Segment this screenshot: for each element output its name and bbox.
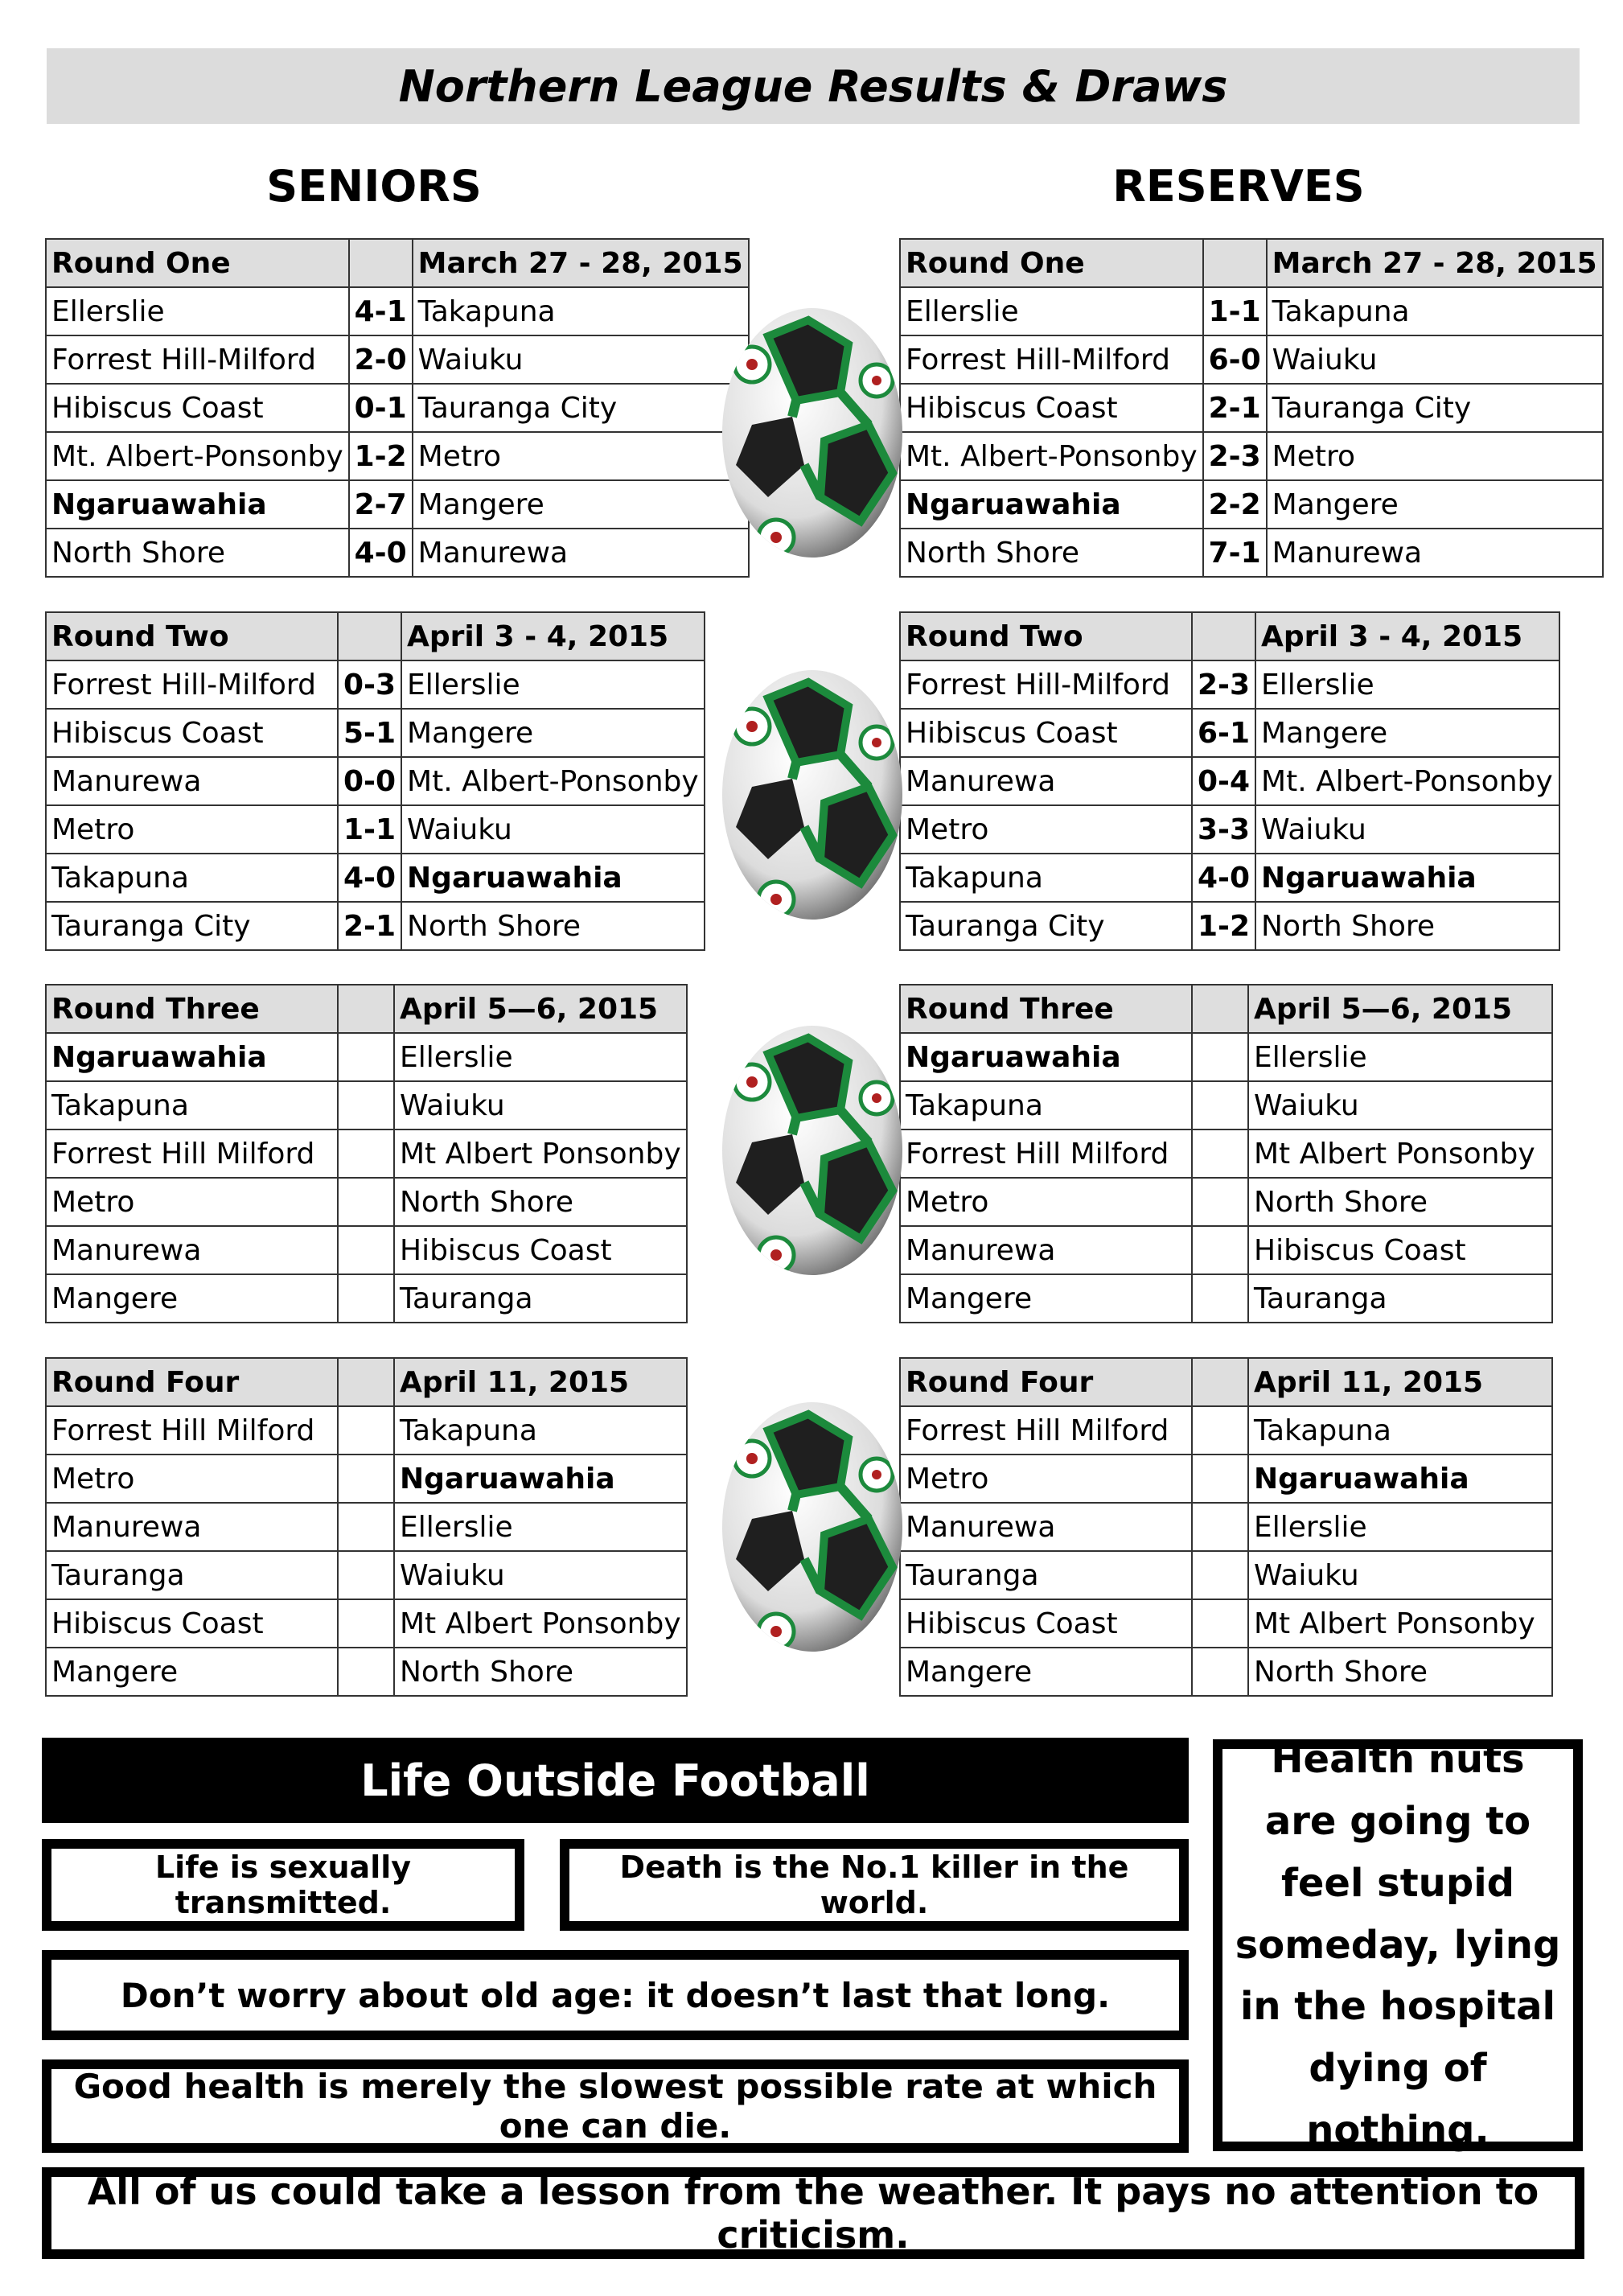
home-team: Tauranga City	[46, 902, 338, 950]
home-team: North Shore	[46, 529, 349, 577]
match-row	[46, 1274, 687, 1323]
home-team: Metro	[46, 805, 338, 854]
match-score: 4-1	[349, 287, 413, 335]
away-team: North Shore	[1248, 1648, 1552, 1696]
header-score-cell	[338, 612, 401, 660]
match-row	[900, 1599, 1552, 1648]
home-team: Manurewa	[900, 1503, 1192, 1551]
match-row	[46, 902, 705, 950]
home-team: Mt. Albert-Ponsonby	[46, 432, 349, 480]
match-score: 0-3	[338, 660, 401, 709]
home-team: Metro	[900, 805, 1192, 854]
soccer-ball-icon	[720, 304, 905, 562]
header-score-cell	[1192, 985, 1248, 1033]
away-team: Waiuku	[394, 1081, 687, 1129]
home-team: Ngaruawahia	[900, 1033, 1192, 1081]
match-row	[46, 335, 749, 384]
match-row	[46, 1551, 687, 1599]
home-team: North Shore	[900, 529, 1203, 577]
away-team: Ellerslie	[394, 1033, 687, 1081]
header-score-cell	[1192, 612, 1255, 660]
home-team: Hibiscus Coast	[900, 1599, 1192, 1648]
round-header-row	[46, 612, 705, 660]
away-team: North Shore	[1248, 1178, 1552, 1226]
header-score-cell	[338, 985, 394, 1033]
round-date: April 5—6, 2015	[1248, 985, 1552, 1033]
away-team: Waiuku	[394, 1551, 687, 1599]
quote-text: Health nuts are going to feel stupid someday, lying in the hospital dying of nothing.	[1235, 1737, 1561, 2153]
match-row	[46, 805, 705, 854]
match-score	[338, 1226, 394, 1274]
home-team: Mangere	[900, 1274, 1192, 1323]
match-score	[338, 1648, 394, 1696]
round-header-row	[46, 1358, 687, 1406]
round-header-row	[46, 239, 749, 287]
header-score-cell	[1203, 239, 1267, 287]
away-team: Ellerslie	[394, 1503, 687, 1551]
quote-box	[42, 2167, 1584, 2259]
round-name: Round Three	[900, 985, 1192, 1033]
match-score	[1192, 1129, 1248, 1178]
away-team: Ngaruawahia	[401, 854, 705, 902]
away-team: Ngaruawahia	[1255, 854, 1559, 902]
round-date: April 5—6, 2015	[394, 985, 687, 1033]
match-score	[1192, 1033, 1248, 1081]
home-team: Metro	[46, 1178, 338, 1226]
match-score	[1192, 1648, 1248, 1696]
match-row	[46, 1455, 687, 1503]
match-row	[46, 384, 749, 432]
match-score: 0-0	[338, 757, 401, 805]
match-score: 2-1	[1203, 384, 1267, 432]
home-team: Forrest Hill-Milford	[46, 660, 338, 709]
home-team: Hibiscus Coast	[900, 384, 1203, 432]
away-team: Mt Albert Ponsonby	[1248, 1599, 1552, 1648]
round-date: March 27 - 28, 2015	[413, 239, 749, 287]
home-team: Mangere	[46, 1274, 338, 1323]
match-row	[900, 1129, 1552, 1178]
page-title: Northern League Results & Draws	[47, 48, 1580, 124]
home-team: Forrest Hill Milford	[46, 1129, 338, 1178]
home-team: Forrest Hill Milford	[900, 1129, 1192, 1178]
home-team: Forrest Hill-Milford	[46, 335, 349, 384]
away-team: North Shore	[1255, 902, 1559, 950]
away-team: Ngaruawahia	[1248, 1455, 1552, 1503]
round-header-row	[900, 1358, 1552, 1406]
home-team: Takapuna	[46, 1081, 338, 1129]
away-team: Takapuna	[1267, 287, 1603, 335]
match-row	[46, 757, 705, 805]
away-team: Mangere	[413, 480, 749, 529]
match-row	[900, 1406, 1552, 1455]
round-name: Round One	[900, 239, 1203, 287]
round-name: Round Three	[46, 985, 338, 1033]
match-score: 4-0	[1192, 854, 1255, 902]
match-score	[338, 1551, 394, 1599]
life-outside-football-heading: Life Outside Football	[42, 1738, 1189, 1823]
away-team: Ellerslie	[1255, 660, 1559, 709]
round-date: April 3 - 4, 2015	[1255, 612, 1559, 660]
match-score	[1192, 1406, 1248, 1455]
match-score: 6-1	[1192, 709, 1255, 757]
away-team: Mangere	[401, 709, 705, 757]
quote-text: Death is the No.1 killer in the world.	[619, 1850, 1129, 1920]
away-team: Mt Albert Ponsonby	[1248, 1129, 1552, 1178]
away-team: Ellerslie	[1248, 1503, 1552, 1551]
reserves-round-table	[899, 611, 1560, 951]
away-team: Mt. Albert-Ponsonby	[401, 757, 705, 805]
reserves-round-table	[899, 1357, 1553, 1697]
home-team: Ellerslie	[900, 287, 1203, 335]
match-row	[900, 1551, 1552, 1599]
match-score	[338, 1033, 394, 1081]
away-team: North Shore	[394, 1648, 687, 1696]
home-team: Ngaruawahia	[46, 480, 349, 529]
match-row	[900, 287, 1603, 335]
match-score: 4-0	[349, 529, 413, 577]
seniors-heading: SENIORS	[266, 161, 482, 212]
home-team: Ellerslie	[46, 287, 349, 335]
match-score: 3-3	[1192, 805, 1255, 854]
match-score	[338, 1274, 394, 1323]
home-team: Forrest Hill Milford	[900, 1406, 1192, 1455]
match-score	[1192, 1274, 1248, 1323]
match-score	[338, 1455, 394, 1503]
match-row	[900, 480, 1603, 529]
round-name: Round Four	[900, 1358, 1192, 1406]
round-header-row	[900, 612, 1559, 660]
home-team: Mt. Albert-Ponsonby	[900, 432, 1203, 480]
match-score: 2-0	[349, 335, 413, 384]
away-team: Takapuna	[1248, 1406, 1552, 1455]
home-team: Forrest Hill-Milford	[900, 660, 1192, 709]
match-score	[1192, 1551, 1248, 1599]
round-name: Round Four	[46, 1358, 338, 1406]
away-team: Takapuna	[413, 287, 749, 335]
reserves-round-table	[899, 984, 1553, 1323]
header-score-cell	[338, 1358, 394, 1406]
home-team: Mangere	[900, 1648, 1192, 1696]
match-row	[900, 1081, 1552, 1129]
away-team: Tauranga	[1248, 1274, 1552, 1323]
match-row	[900, 854, 1559, 902]
match-row	[46, 529, 749, 577]
match-row	[900, 1033, 1552, 1081]
away-team: North Shore	[394, 1178, 687, 1226]
away-team: North Shore	[401, 902, 705, 950]
home-team: Takapuna	[900, 1081, 1192, 1129]
away-team: Mangere	[1255, 709, 1559, 757]
quote-text: Good health is merely the slowest possible rate at which one can die.	[73, 2067, 1157, 2146]
match-row	[900, 1226, 1552, 1274]
soccer-ball-icon	[720, 1022, 905, 1279]
match-score	[1192, 1503, 1248, 1551]
match-score: 2-3	[1192, 660, 1255, 709]
match-row	[46, 480, 749, 529]
away-team: Hibiscus Coast	[1248, 1226, 1552, 1274]
away-team: Mangere	[1267, 480, 1603, 529]
match-score	[1192, 1178, 1248, 1226]
match-score	[1192, 1599, 1248, 1648]
away-team: Waiuku	[1248, 1551, 1552, 1599]
header-score-cell	[1192, 1358, 1248, 1406]
match-score	[338, 1178, 394, 1226]
match-score	[338, 1406, 394, 1455]
home-team: Forrest Hill-Milford	[900, 335, 1203, 384]
seniors-round-table	[45, 1357, 688, 1697]
match-row	[46, 1503, 687, 1551]
match-score: 1-1	[338, 805, 401, 854]
round-name: Round One	[46, 239, 349, 287]
match-row	[900, 1503, 1552, 1551]
match-score: 0-4	[1192, 757, 1255, 805]
quote-box	[42, 2059, 1189, 2153]
match-row	[900, 335, 1603, 384]
match-score: 5-1	[338, 709, 401, 757]
away-team: Mt. Albert-Ponsonby	[1255, 757, 1559, 805]
header-score-cell	[349, 239, 413, 287]
match-score: 0-1	[349, 384, 413, 432]
seniors-round-table	[45, 984, 688, 1323]
round-date: April 3 - 4, 2015	[401, 612, 705, 660]
match-row	[900, 757, 1559, 805]
match-score	[338, 1081, 394, 1129]
match-score	[338, 1129, 394, 1178]
match-score: 2-2	[1203, 480, 1267, 529]
match-row	[900, 1274, 1552, 1323]
home-team: Manurewa	[46, 1503, 338, 1551]
match-score: 1-2	[1192, 902, 1255, 950]
home-team: Metro	[900, 1178, 1192, 1226]
match-row	[900, 432, 1603, 480]
away-team: Waiuku	[1267, 335, 1603, 384]
home-team: Takapuna	[900, 854, 1192, 902]
home-team: Takapuna	[46, 854, 338, 902]
home-team: Manurewa	[46, 757, 338, 805]
away-team: Metro	[1267, 432, 1603, 480]
match-score: 2-3	[1203, 432, 1267, 480]
match-row	[900, 1455, 1552, 1503]
match-score: 2-7	[349, 480, 413, 529]
quote-text: Don’t worry about old age: it doesn’t last that long.	[120, 1975, 1111, 2015]
away-team: Tauranga	[394, 1274, 687, 1323]
match-score: 2-1	[338, 902, 401, 950]
match-row	[46, 1081, 687, 1129]
match-row	[46, 1226, 687, 1274]
away-team: Tauranga City	[1267, 384, 1603, 432]
home-team: Metro	[900, 1455, 1192, 1503]
match-score: 7-1	[1203, 529, 1267, 577]
match-row	[46, 432, 749, 480]
quote-box	[560, 1839, 1189, 1931]
match-row	[46, 1033, 687, 1081]
away-team: Waiuku	[1248, 1081, 1552, 1129]
reserves-round-table	[899, 238, 1604, 578]
round-name: Round Two	[46, 612, 338, 660]
match-row	[46, 1648, 687, 1696]
match-row	[46, 1406, 687, 1455]
quote-box	[1213, 1739, 1583, 2151]
home-team: Manurewa	[900, 1226, 1192, 1274]
match-row	[46, 287, 749, 335]
match-row	[46, 854, 705, 902]
away-team: Manurewa	[1267, 529, 1603, 577]
match-row	[900, 709, 1559, 757]
away-team: Tauranga City	[413, 384, 749, 432]
reserves-heading: RESERVES	[1112, 161, 1365, 212]
match-row	[46, 660, 705, 709]
match-row	[46, 1599, 687, 1648]
home-team: Manurewa	[46, 1226, 338, 1274]
quote-text: All of us could take a lesson from the weather. It pays no attention to criticism.	[87, 2170, 1539, 2257]
match-row	[900, 529, 1603, 577]
home-team: Hibiscus Coast	[46, 384, 349, 432]
home-team: Hibiscus Coast	[900, 709, 1192, 757]
away-team: Takapuna	[394, 1406, 687, 1455]
away-team: Ellerslie	[401, 660, 705, 709]
soccer-ball-icon	[720, 1398, 905, 1656]
match-score	[1192, 1226, 1248, 1274]
home-team: Hibiscus Coast	[46, 709, 338, 757]
match-row	[900, 902, 1559, 950]
away-team: Waiuku	[401, 805, 705, 854]
home-team: Hibiscus Coast	[46, 1599, 338, 1648]
match-score: 4-0	[338, 854, 401, 902]
away-team: Waiuku	[1255, 805, 1559, 854]
match-row	[900, 384, 1603, 432]
match-score	[1192, 1455, 1248, 1503]
round-date: April 11, 2015	[394, 1358, 687, 1406]
home-team: Metro	[46, 1455, 338, 1503]
home-team: Mangere	[46, 1648, 338, 1696]
match-score	[338, 1599, 394, 1648]
round-name: Round Two	[900, 612, 1192, 660]
seniors-round-table	[45, 611, 705, 951]
away-team: Waiuku	[413, 335, 749, 384]
home-team: Ngaruawahia	[46, 1033, 338, 1081]
match-row	[900, 805, 1559, 854]
home-team: Tauranga	[46, 1551, 338, 1599]
away-team: Ngaruawahia	[394, 1455, 687, 1503]
home-team: Ngaruawahia	[900, 480, 1203, 529]
quote-box	[42, 1839, 524, 1931]
away-team: Mt Albert Ponsonby	[394, 1599, 687, 1648]
soccer-ball-icon	[720, 666, 905, 924]
seniors-round-table	[45, 238, 750, 578]
match-score	[1192, 1081, 1248, 1129]
match-score: 1-1	[1203, 287, 1267, 335]
away-team: Ellerslie	[1248, 1033, 1552, 1081]
match-row	[46, 1129, 687, 1178]
round-header-row	[900, 985, 1552, 1033]
home-team: Forrest Hill Milford	[46, 1406, 338, 1455]
round-date: March 27 - 28, 2015	[1267, 239, 1603, 287]
away-team: Mt Albert Ponsonby	[394, 1129, 687, 1178]
match-row	[46, 709, 705, 757]
home-team: Manurewa	[900, 757, 1192, 805]
match-row	[46, 1178, 687, 1226]
round-header-row	[900, 239, 1603, 287]
quote-text: Life is sexually transmitted.	[154, 1850, 412, 1920]
match-score	[338, 1503, 394, 1551]
home-team: Tauranga	[900, 1551, 1192, 1599]
match-row	[900, 1648, 1552, 1696]
quote-box	[42, 1950, 1189, 2040]
match-score: 6-0	[1203, 335, 1267, 384]
match-score: 1-2	[349, 432, 413, 480]
away-team: Metro	[413, 432, 749, 480]
away-team: Manurewa	[413, 529, 749, 577]
match-row	[900, 660, 1559, 709]
match-row	[900, 1178, 1552, 1226]
round-header-row	[46, 985, 687, 1033]
round-date: April 11, 2015	[1248, 1358, 1552, 1406]
home-team: Tauranga City	[900, 902, 1192, 950]
away-team: Hibiscus Coast	[394, 1226, 687, 1274]
